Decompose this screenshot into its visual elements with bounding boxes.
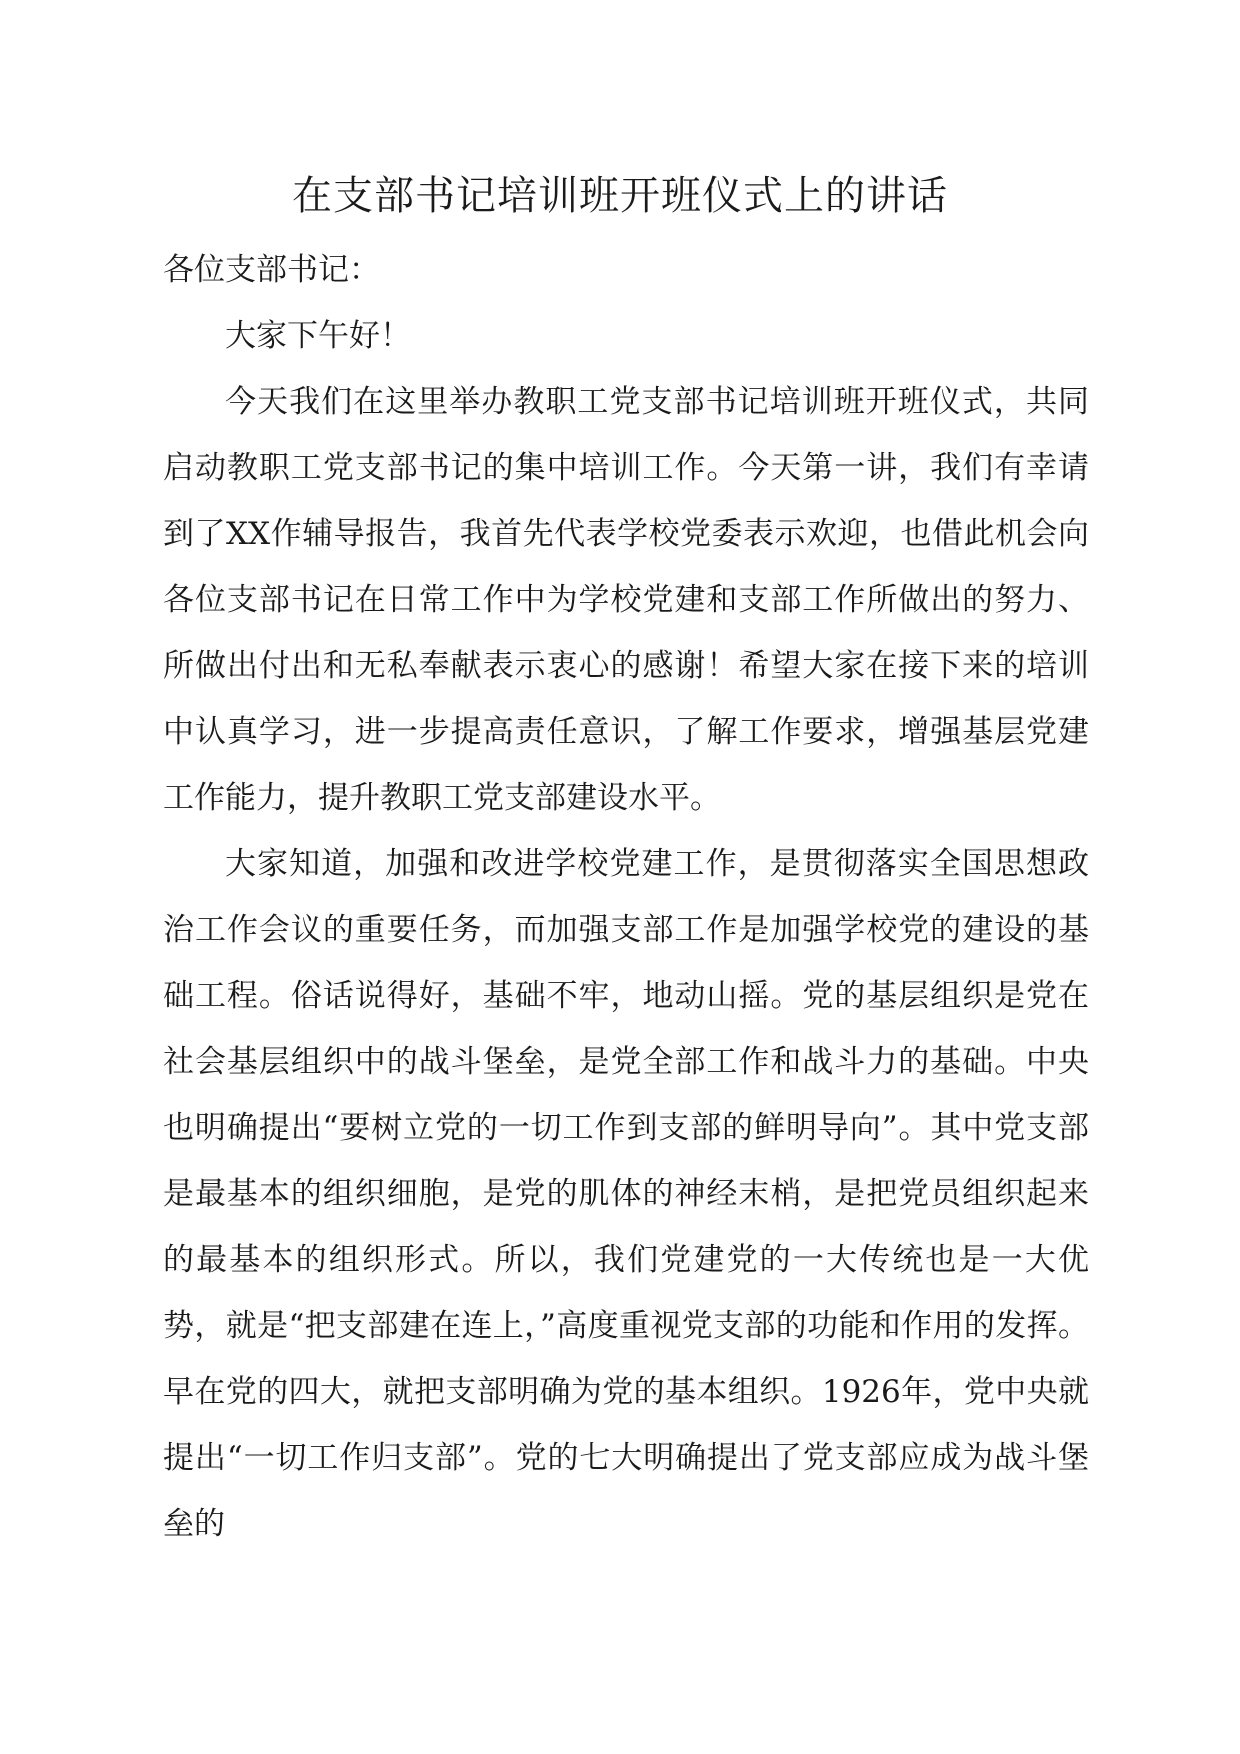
document-body	[163, 237, 1089, 1557]
document-title: 在支部书记培训班开班仪式上的讲话	[292, 173, 948, 219]
salutation: 各位支部书记：	[163, 252, 380, 288]
paragraph-opening: 今天我们在这里举办教职工党支部书记培训班开班仪式，共同启动教职工党支部书记的集中培训工作。今天第一讲，我们有幸请到了XX作辅导报告，我首先代表学校党委表示欢迎，也借此机会向各位支部书记在日常工作中为学校党建和支部工作所做出的努力、所做出付出和无私奉献表示衷心的感谢！希望大家在接下来的培训中认真学习，进一步提高责任意识，了解工作要求，增强基层党建工作能力，提升教职工党支部建设水平。	[163, 384, 1089, 816]
paragraph-greeting: 大家下午好！	[225, 318, 411, 354]
paragraph-importance: 大家知道，加强和改进学校党建工作，是贯彻落实全国思想政治工作会议的重要任务，而加强支部工作是加强学校党的建设的基础工程。俗话说得好，基础不牢，地动山摇。党的基层组织是党在社会基层组织中的战斗堡垒，是党全部工作和战斗力的基础。中央也明确提出“要树立党的一切工作到支部的鲜明导向”。其中党支部是最基本的组织细胞，是党的肌体的神经末梢，是把党员组织起来的最基本的组织形式。所以，我们党建党的一大传统也是一大优势，就是“把支部建在连上，”高度重视党支部的功能和作用的发挥。早在党的四大，就把支部明确为党的基本组织。1926年，党中央就提出“一切工作归支部”。党的七大明确提出了党支部应成为战斗堡垒的	[163, 846, 1089, 1542]
